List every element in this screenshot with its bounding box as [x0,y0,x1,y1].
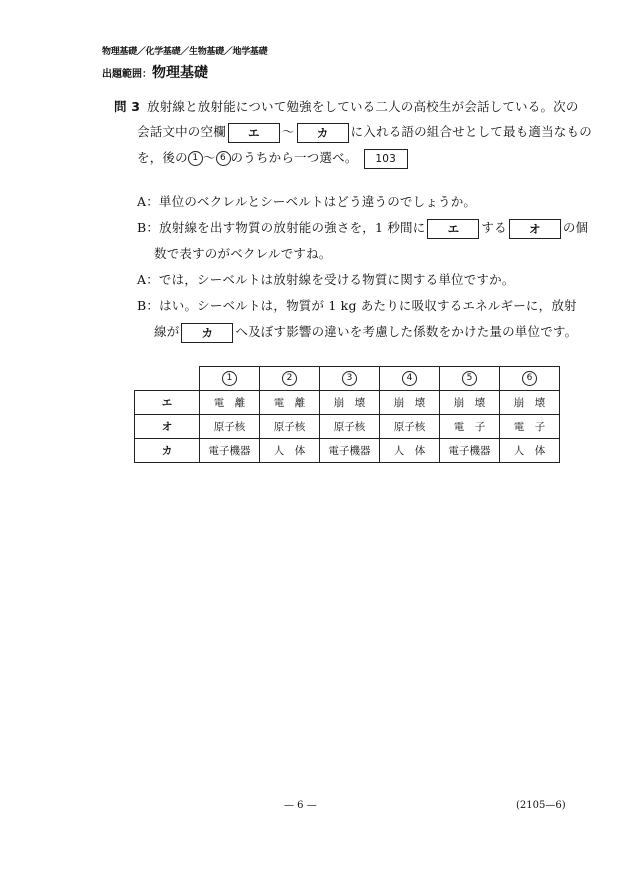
blank-e-box: エ [228,123,280,143]
table-cell: 原子核 [260,415,320,439]
option-header-6: 6 [500,367,560,391]
table-row [135,439,560,463]
option-header-3: 3 [320,367,380,391]
range-value: 物理基礎 [152,65,208,81]
option-header-5: 5 [440,367,500,391]
table-cell: 人 体 [260,439,320,463]
table-row [135,391,560,415]
row-label-ka: カ [135,439,200,463]
table-cell: 崩 壊 [380,391,440,415]
circled-number-last: 6 [216,151,231,166]
blank-e-box: エ [427,219,479,239]
table-cell: 電子機器 [320,439,380,463]
table-cell: 電 子 [500,415,560,439]
table-cell: 電 離 [200,391,260,415]
table-header-row [135,367,560,391]
blank-o-box: オ [509,219,561,239]
dialogue-b2-line2: 線が カ へ及ぼす影響の違いを考慮した係数をかけた量の単位です。 [154,319,577,345]
table-cell: 電 離 [260,391,320,415]
blank-ka-box: カ [181,323,233,343]
page-number: — 6 — [284,800,317,811]
table-cell: 電子機器 [440,439,500,463]
question-number: 問 3 [114,99,141,114]
table-cell: 人 体 [500,439,560,463]
options-table [134,366,560,463]
table-cell: 原子核 [380,415,440,439]
dialogue-b1: B：放射線を出す物質の放射能の強さを，1 秒間に エ する オ の個 [137,215,588,241]
table-cell: 人 体 [380,439,440,463]
circled-number-first: 1 [188,151,203,166]
option-header-4: 4 [380,367,440,391]
dialogue-b2: B：はい。シーベルトは，物質が 1 kg あたりに吸収するエネルギーに，放射 [137,298,577,313]
option-header-1: 1 [200,367,260,391]
row-label-e: エ [135,391,200,415]
dialogue-a2: A：では，シーベルトは放射線を受ける物質に関する単位ですか。 [137,272,515,287]
table-row [135,415,560,439]
range-label: 出題範囲： [102,69,152,80]
row-label-o: オ [135,415,200,439]
table-cell: 電 子 [440,415,500,439]
subject-list: 物理基礎／化学基礎／生物基礎／地学基礎 [102,47,268,57]
option-header-2: 2 [260,367,320,391]
dialogue-b1-line2: 数で表すのがベクレルですね。 [154,246,332,261]
exam-range [102,62,208,82]
exam-code: (2105—6) [516,800,566,811]
table-cell: 崩 壊 [320,391,380,415]
table-cell: 崩 壊 [500,391,560,415]
blank-ka-box: カ [297,123,349,143]
table-cell: 原子核 [200,415,260,439]
table-cell: 原子核 [320,415,380,439]
question-line-3: を，後の 1 ～ 6 のうちから一つ選べ。 103 [137,145,410,171]
dialogue-a1: A：単位のベクレルとシーベルトはどう違うのでしょうか。 [137,194,477,209]
question-line-1: 放射線と放射能について勉強をしている二人の高校生が会話している。次の [147,99,579,114]
answer-number-box: 103 [364,149,408,169]
table-cell: 電子機器 [200,439,260,463]
table-cell: 崩 壊 [440,391,500,415]
question-line-2: 会話文中の空欄 エ ～ カ に入れる語の組合せとして最も適当なもの [137,119,592,145]
